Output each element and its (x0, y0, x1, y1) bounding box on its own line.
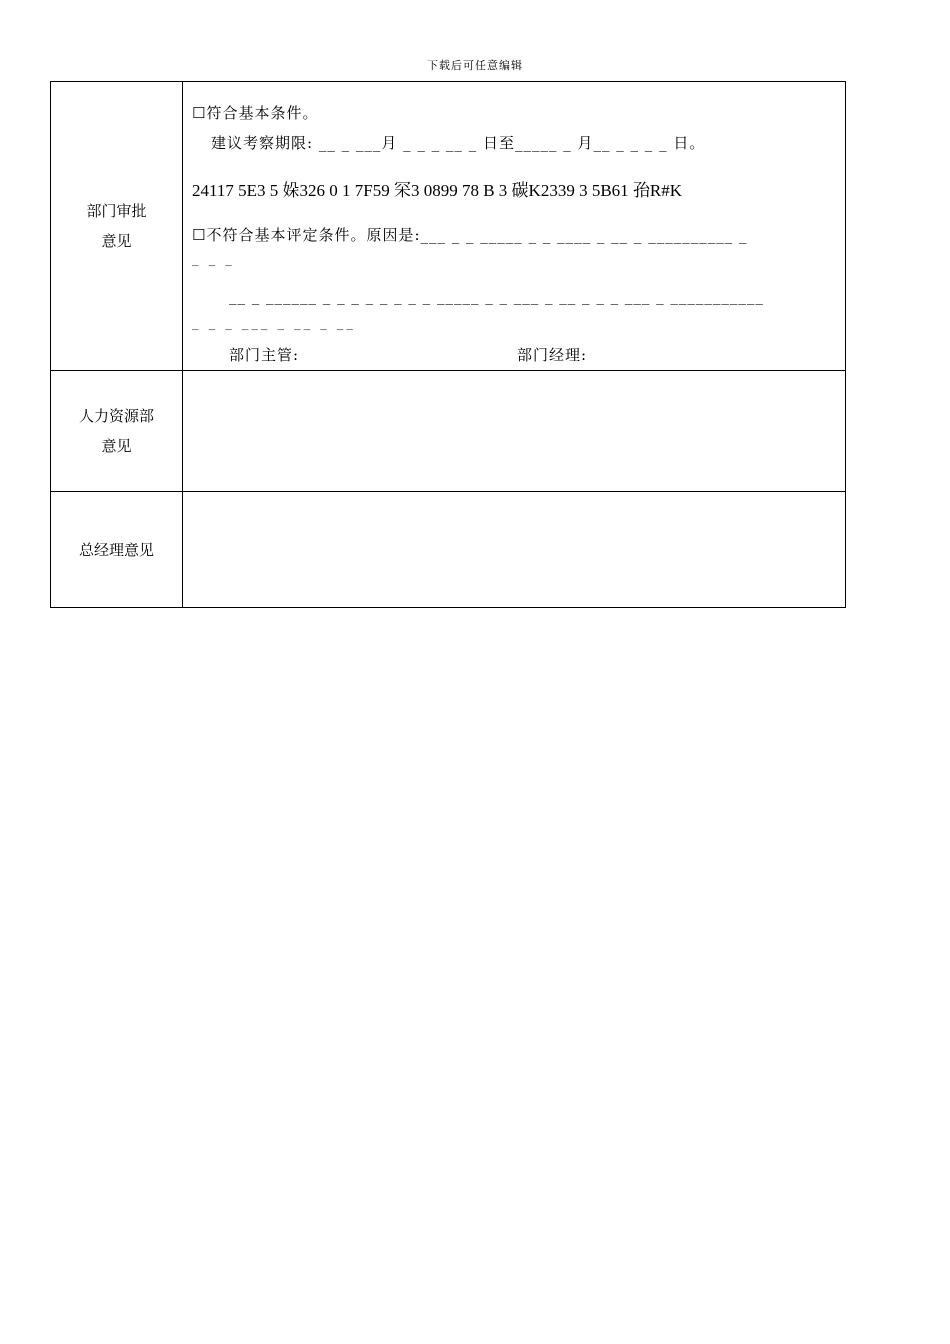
dept-approval-label-line1: 部门审批 (86, 202, 147, 220)
suggested-period-line: 建议考察期限: __ _ ___月 _ _ _ __ _ 日至_____ _ 月__ _ _ _ _ 日。 (211, 134, 706, 152)
meets-conditions-label: 符合基本条件。 (206, 104, 319, 122)
evaluation-form-table (50, 81, 846, 608)
reason-line-3: _ _ _ ___ _ __ _ __ (192, 316, 356, 331)
not-meets-conditions-option[interactable] (192, 224, 747, 245)
dept-approval-content (183, 82, 846, 371)
dept-approval-label (51, 82, 183, 371)
hr-opinion-label (51, 371, 183, 492)
not-meets-conditions-label: 不符合基本评定条件。原因是:___ _ _ _____ _ _ ____ _ __ _ __________ _ (206, 226, 748, 244)
dept-manager-signature-label: 部门经理: (517, 346, 588, 364)
reason-line-2: __ _ ______ _ _ _ _ _ _ _ _ _____ _ _ ___ _ __ _ _ _ ___ _ ___________ (229, 287, 764, 305)
gm-opinion-label: 总经理意见 (51, 492, 183, 608)
not-meets-conditions-checkbox-icon[interactable]: ☐ (192, 226, 207, 244)
hr-opinion-label-line1: 人力资源部 (78, 407, 154, 425)
meets-conditions-option[interactable] (192, 102, 318, 123)
meets-conditions-checkbox-icon[interactable]: ☐ (192, 104, 207, 122)
hr-opinion-label-line2: 意见 (101, 437, 132, 455)
gm-opinion-row (51, 492, 846, 608)
hr-opinion-row (51, 371, 846, 492)
dept-supervisor-signature-label: 部门主管: (229, 346, 300, 364)
gm-opinion-field[interactable] (183, 492, 846, 608)
page-header: 下载后可任意编辑 (427, 59, 523, 72)
dept-approval-label-line2: 意见 (101, 232, 132, 250)
reason-continuation: _ _ _ (192, 252, 235, 267)
garbled-text-line: 24117 5E3 5 㛊326 0 1 7F59 罙3 0899 78 B 3 碳K2339 3 5B61 孡R#K (192, 181, 683, 200)
hr-opinion-field[interactable] (183, 371, 846, 492)
dept-approval-row (51, 82, 846, 371)
